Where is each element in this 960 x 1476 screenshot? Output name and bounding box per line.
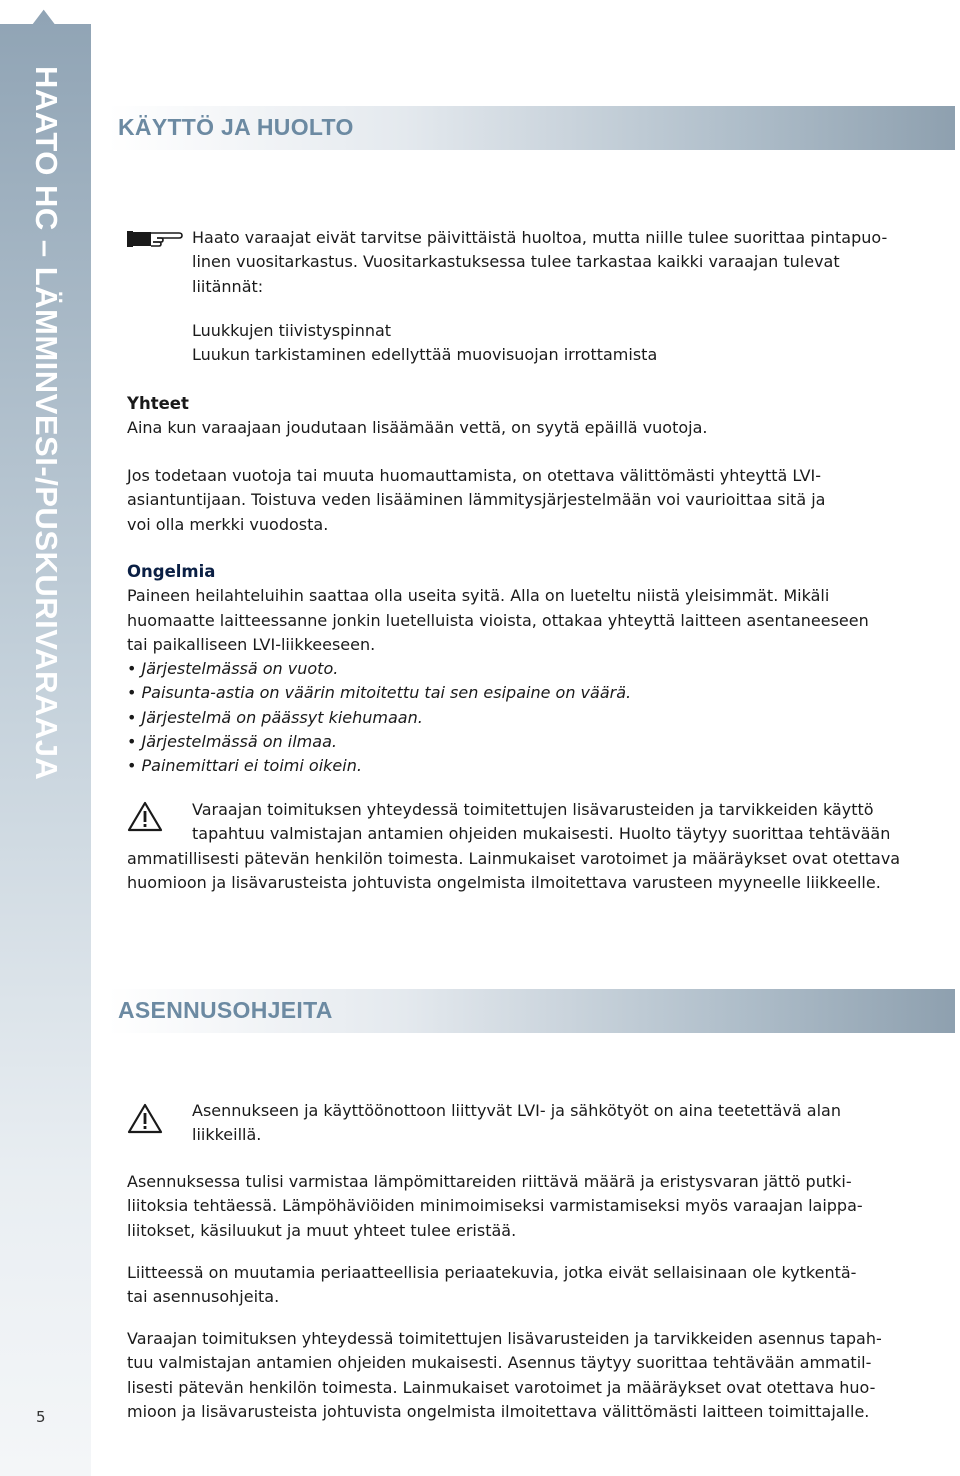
section-title: ASENNUSOHJEITA	[118, 997, 333, 1023]
text-line: asiantuntijaan. Toistuva veden lisääminen lämmitysjärjestelmään voi vaurioittaa sitä ja	[127, 490, 826, 510]
install-paragraph-3	[127, 1327, 917, 1424]
section-title: KÄYTTÖ JA HUOLTO	[118, 114, 354, 140]
text-line: Aina kun varaajaan joudutaan lisäämään vettä, on syytä epäillä vuotoja.	[127, 418, 708, 438]
text-line: tai paikalliseen LVI-liikkeeseen.	[127, 634, 376, 654]
ongelmia-heading: Ongelmia	[127, 562, 216, 581]
text-line: Varaajan toimituksen yhteydessä toimitettujen lisävarusteiden ja tarvikkeiden asennus tapah-	[127, 1329, 882, 1348]
text-line: mioon ja lisävarusteista johtuvista ongelmista ilmoitettava välittömästi laitteen toimittajalle.	[127, 1401, 870, 1421]
warning-triangle-icon	[127, 801, 163, 832]
luukku-list	[192, 319, 917, 368]
text-line: liitännät:	[192, 276, 264, 296]
text-line: Haato varaajat eivät tarvitse päivittäistä huoltoa, mutta niille tulee suorittaa pintapuo-	[192, 228, 888, 247]
text-line: linen vuositarkastus. Vuositarkastuksessa tulee tarkastaa kaikki varaajan tulevat	[192, 252, 840, 272]
sidebar-title: HAATO HC – LÄMMINVESI-/PUSKURIVARAAJA	[29, 66, 64, 781]
install-paragraph-1	[127, 1170, 917, 1243]
pointing-hand-icon	[127, 228, 183, 250]
text-line: voi olla merkki vuodosta.	[127, 514, 329, 534]
text-line: Luukun tarkistaminen edellyttää muovisuojan irrottamista	[192, 345, 658, 365]
sidebar	[0, 0, 91, 1476]
text-line: tai asennusohjeita.	[127, 1287, 280, 1307]
install-warning	[192, 1099, 917, 1148]
text-line: ammatillisesti pätevän henkilön toimesta. Lainmukaiset varotoimet ja määräykset ovat otettava	[127, 849, 901, 868]
text-line: Paineen heilahteluihin saattaa olla useita syitä. Alla on lueteltu niistä yleisimmät. Mikäli	[127, 586, 830, 606]
section-header-kaytto	[108, 106, 955, 150]
install-paragraph-2	[127, 1261, 917, 1310]
text-line: Asennuksessa tulisi varmistaa lämpömittareiden riittävä määrä ja eristysvaran jättö putki-	[127, 1172, 852, 1191]
yhteet-heading: Yhteet	[127, 394, 189, 413]
list-item: • Paisunta-astia on väärin mitoitettu tai sen esipaine on väärä.	[127, 683, 632, 703]
text-line: huomioon ja lisävarusteista johtuvista ongelmista ilmoitettava varusteen myyneelle liikkeelle.	[127, 873, 881, 893]
ongelmia-block	[127, 560, 917, 779]
intro-paragraph	[192, 226, 917, 299]
warning-text-continued	[127, 847, 917, 896]
list-item: • Painemittari ei toimi oikein.	[127, 756, 362, 776]
text-line: Luukkujen tiivistyspinnat	[192, 321, 392, 340]
text-line: Jos todetaan vuotoja tai muuta huomauttamista, on otettava välittömästi yhteyttä LVI-	[127, 466, 821, 485]
text-line: Liitteessä on muutamia periaatteellisia periaatekuvia, jotka eivät sellaisinaan ole kytkentä-	[127, 1263, 857, 1282]
warning-text-indented	[192, 798, 917, 847]
text-line: tapahtuu valmistajan antamien ohjeiden mukaisesti. Huolto täytyy suorittaa tehtävään	[192, 824, 891, 844]
jos-paragraph	[127, 464, 917, 537]
text-line: huomaatte laitteessanne jonkin luetelluista vioista, ottakaa yhteyttä laitteen asentaneeseen	[127, 610, 869, 630]
warning-triangle-icon	[127, 1103, 163, 1134]
text-line: liikkeillä.	[192, 1125, 262, 1145]
text-line: Varaajan toimituksen yhteydessä toimitettujen lisävarusteiden ja tarvikkeiden käyttö	[192, 800, 874, 819]
section-header-asennus	[108, 989, 955, 1033]
list-item: • Järjestelmässä on vuoto.	[127, 659, 339, 679]
yhteet-block	[127, 392, 917, 441]
list-item: • Järjestelmässä on ilmaa.	[127, 732, 337, 752]
text-line: lisesti pätevän henkilön toimesta. Lainmukaiset varotoimet ja määräykset ovat otettava huo-	[127, 1377, 876, 1397]
text-line: tuu valmistajan antamien ohjeiden mukaisesti. Asennus täytyy suorittaa tehtävään ammatil-	[127, 1353, 872, 1373]
page-number: 5	[36, 1408, 46, 1426]
list-item: • Järjestelmä on päässyt kiehumaan.	[127, 707, 423, 727]
text-line: liitoksia tehtäessä. Lämpöhäviöiden minimoimiseksi varmistamiseksi myös varaajan laippa-	[127, 1196, 863, 1216]
sidebar-notch	[0, 0, 91, 24]
text-line: liitokset, käsiluukut ja muut yhteet tulee eristää.	[127, 1220, 517, 1240]
text-line: Asennukseen ja käyttöönottoon liittyvät LVI- ja sähkötyöt on aina teetettävä alan	[192, 1101, 841, 1120]
